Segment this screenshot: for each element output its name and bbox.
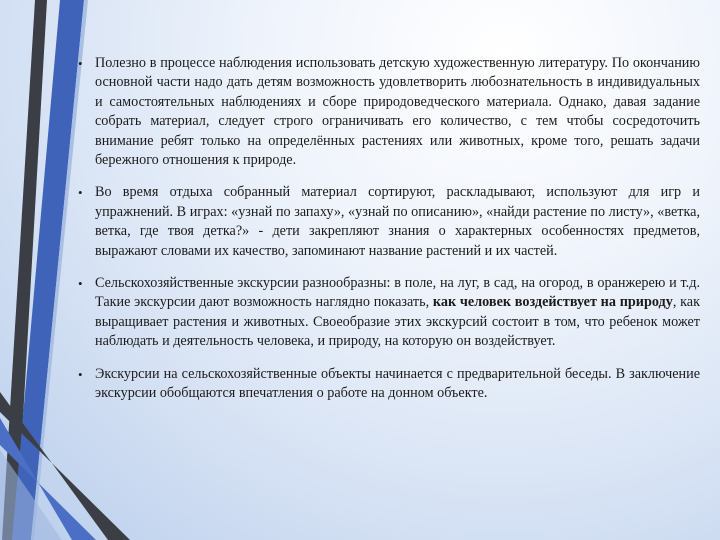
paragraph-2-text: Во время отдыха собранный материал сортируют, раскладывают, используют для игр и упражнений. В играх: «узнай по запаху», «узнай по описанию», «найди растение по листу», «ветка, ветка, где твоя детка?» - дети закрепляют знания о характерных особенностях предметов, выражают словами их качество, запоминают название растений и их частей. [95, 184, 700, 259]
bullet-icon: • [78, 366, 83, 382]
content-area [78, 54, 700, 417]
paragraph-3-text-before: Сельскохозяйственные экскурсии разнообразны: в поле, на луг, в сад, на огород, в оранжерею и т.д. Такие экскурсии дают возможность наглядно показать, [95, 275, 700, 311]
bullet-icon: • [78, 276, 83, 292]
paragraph-1-text: Полезно в процессе наблюдения использовать детскую художественную литературу. По окончанию основной части надо дать детям возможность удовлетворить любознательность в индивидуальных и самостоятельных наблюдениях и сборе природоведческого материала. Однако, давая задание собрать материал, следует строго ограничивать его количество, с тем чтобы сосредоточить внимание ребят только на определённых растениях или животных, кроме того, решать задачи бережного отношения к природе. [95, 55, 700, 169]
paragraph-3-text-bold: как человек воздействует на природу [432, 294, 673, 311]
paragraph-4 [78, 365, 700, 404]
paragraph-4-text: Экскурсии на сельскохозяйственные объекты начинается с предварительной беседы. В заключение экскурсии обобщаются впечатления о работе на донном объекте. [95, 365, 700, 402]
paragraph-1 [78, 54, 700, 170]
paragraph-3 [78, 274, 700, 352]
paragraph-3-text-after: , как выращивает растения и животных. Своеобразие этих экскурсий состоит в том, что ребенок может наблюдать и деятельность человека, и природу, на которую он воздействует. [95, 294, 700, 350]
bullet-icon: • [78, 185, 83, 201]
bullet-icon: • [78, 56, 83, 71]
paragraph-2 [78, 183, 700, 261]
